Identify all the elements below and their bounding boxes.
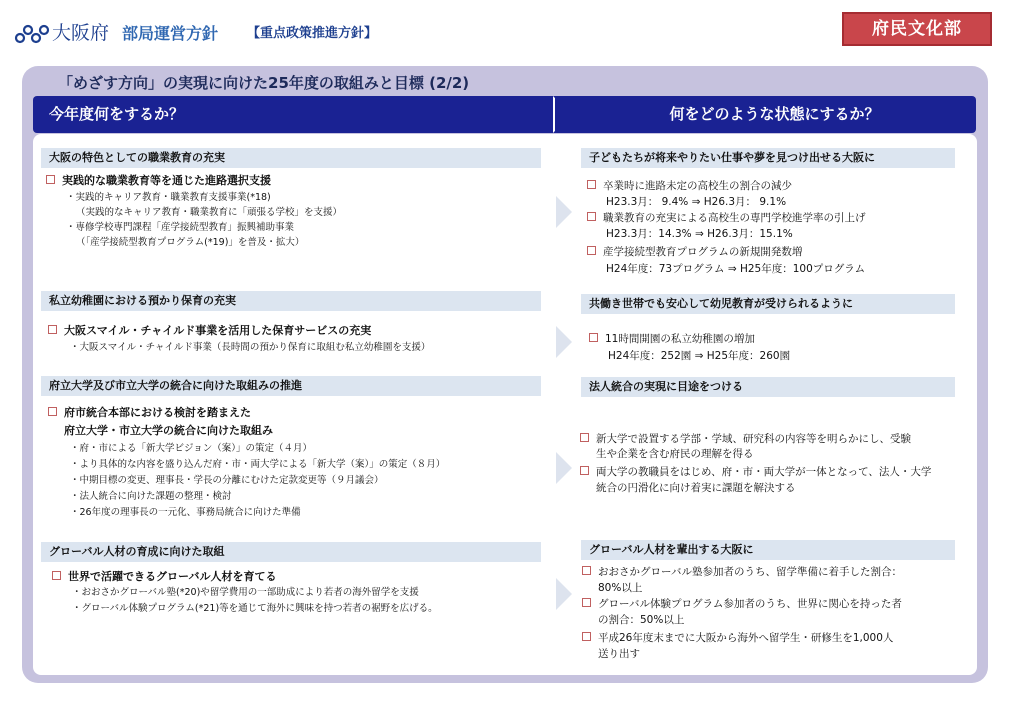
target-value: H23.3月：14.3% ⇒ H26.3月：15.1% [606,228,793,240]
checkbox-icon [582,632,591,641]
section-main-item: 実践的な職業教育等を通じた進路選択支援 [46,173,271,189]
checkbox-icon [582,566,591,575]
target-item-cont: 生や企業を含む府民の理解を得る [596,448,754,460]
section-main-item: 世界で活躍できるグローバル人材を育てる [52,569,276,585]
checkbox-icon [48,325,57,334]
slide-title: 「めざす方向」の実現に向けた25年度の取組みと目標 (2/2) [58,74,470,92]
target-value: H23.3月： 9.4% ⇒ H26.3月： 9.1% [606,196,787,208]
department-badge: 府民文化部 [842,12,992,46]
target-item: 卒業時に進路未定の高校生の割合の減少 [587,178,792,194]
target-item-cont: 送り出す [598,648,640,660]
arrow-right-icon [556,326,572,358]
checkbox-icon [587,180,596,189]
target-item-cont: 80%以上 [598,582,643,594]
target-item-cont: の割合：50%以上 [598,614,685,626]
checkbox-icon [582,598,591,607]
detail-line: ・大阪スマイル・チャイルド事業（長時間の預かり保育に取組む私立幼稚園を支援） [70,342,431,353]
arrow-right-icon [556,452,572,484]
section-main-item: 府市統合本部における検討を踏まえた [48,405,251,421]
section-header-vocational-left: 大阪の特色としての職業教育の充実 [41,148,541,168]
detail-line: ・より具体的な内容を盛り込んだ府・市・両大学による「新大学（案）」の策定（８月） [70,459,446,470]
arrow-right-icon [556,578,572,610]
band-target-state: 何をどのような状態にするか？ [573,96,976,133]
target-item-cont: 統合の円滑化に向け着実に課題を解決する [596,482,796,494]
detail-line: （「産学接続型教育プログラム(*19)」を普及・拡大） [76,237,305,248]
detail-line: （実践的なキャリア教育・職業教育に「頑張る学校」を支援） [76,207,343,218]
section-main-item-line2: 府立大学・市立大学の統合に向けた取組み [64,424,273,437]
checkbox-icon [48,407,57,416]
band-arrow-icon [553,96,573,133]
section-main-item: 大阪スマイル・チャイルド事業を活用した保育サービスの充実 [48,323,371,339]
target-value: H24年度：252園 ⇒ H25年度：260園 [608,350,791,362]
target-item: 新大学で設置する学部・学域、研究科の内容等を明らかにし、受験 [580,431,911,447]
section-header-kindergarten-right: 共働き世帯でも安心して幼児教育が受けられるように [581,294,955,314]
detail-line: ・26年度の理事長の一元化、事務局統合に向けた準備 [70,507,301,518]
detail-line: ・グローバル体験プログラム(*21)等を通じて海外に興味を持つ若者の裾野を広げる。 [72,603,438,614]
bureau-subtitle: 【重点政策推進方針】 [247,26,378,41]
checkbox-icon [580,466,589,475]
osaka-logo-icon [14,20,50,46]
section-header-vocational-right: 子どもたちが将来やりたい仕事や夢を見つけ出せる大阪に [581,148,955,168]
section-header-university-left: 府立大学及び市立大学の統合に向けた取組みの推進 [41,376,541,396]
target-item: おおさかグローバル塾参加者のうち、留学準備に着手した割合： [582,564,902,580]
checkbox-icon [52,571,61,580]
target-item: 職業教育の充実による高校生の専門学校進学率の引上げ [587,210,866,226]
checkbox-icon [587,212,596,221]
target-item: グローバル体験プログラム参加者のうち、世界に関心を持った者 [582,596,902,612]
detail-line: ・おおさかグローバル塾(*20)や留学費用の一部助成により若者の海外留学を支援 [72,587,419,598]
prefecture-name: 大阪府 [52,22,110,44]
bureau-title: 部局運営方針 [122,24,219,43]
band-this-year: 今年度何をするか？ [33,96,553,133]
section-header-university-right: 法人統合の実現に目途をつける [581,377,955,397]
checkbox-icon [580,433,589,442]
detail-line: ・府・市による「新大学ビジョン（案）」の策定（４月） [70,443,313,454]
target-item: 平成26年度末までに大阪から海外へ留学生・研修生を1,000人 [582,630,893,646]
detail-line: ・法人統合に向けた課題の整理・検討 [70,491,232,502]
checkbox-icon [587,246,596,255]
target-item: 産学接続型教育プログラムの新規開発数増 [587,244,802,260]
checkbox-icon [46,175,55,184]
target-item: 11時間開園の私立幼稚園の増加 [589,331,755,347]
checkbox-icon [589,333,598,342]
target-value: H24年度：73プログラム ⇒ H25年度：100プログラム [606,263,866,275]
section-header-kindergarten-left: 私立幼稚園における預かり保育の充実 [41,291,541,311]
arrow-right-icon [556,196,572,228]
section-header-global-right: グローバル人材を輩出する大阪に [581,540,955,560]
detail-line: ・実践的キャリア教育・職業教育支援事業(*18) [66,192,271,203]
detail-line: ・中期目標の変更、理事長・学長の分離にむけた定款変更等（９月議会） [70,475,384,486]
section-header-global-left: グローバル人材の育成に向けた取組 [41,542,541,562]
target-item: 両大学の教職員をはじめ、府・市・両大学が一体となって、法人・大学 [580,464,931,480]
detail-line: ・専修学校専門課程「産学接続型教育」振興補助事業 [66,222,295,233]
